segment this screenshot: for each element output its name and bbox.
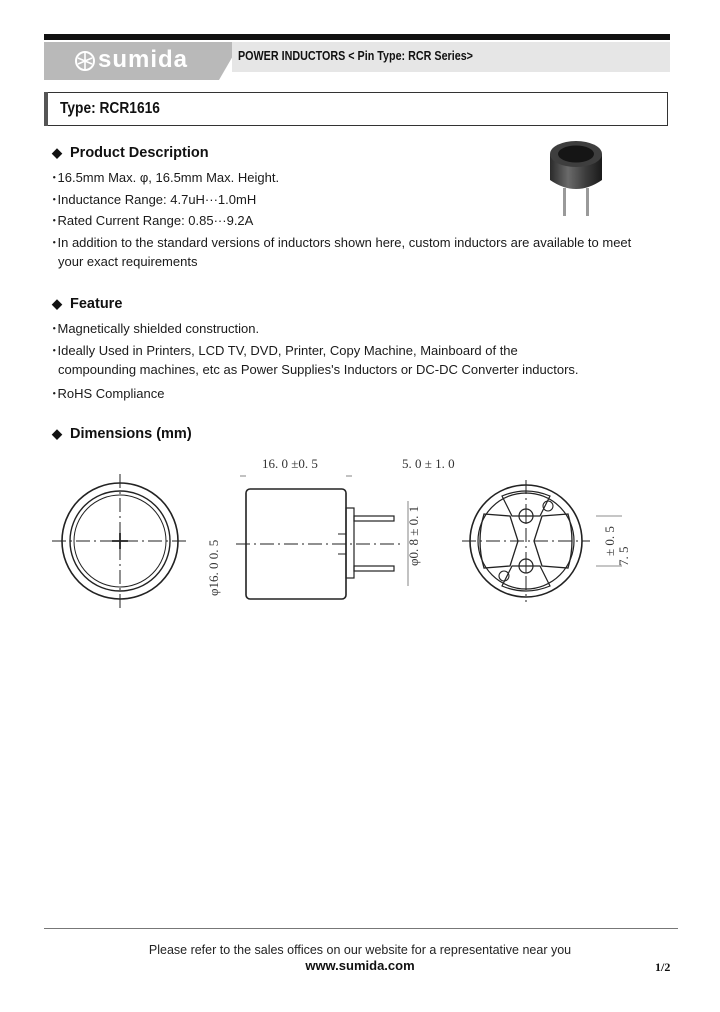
feature-line: ･Magnetically shielded construction. [51, 321, 260, 336]
page-number: 1/2 [655, 960, 671, 974]
description-line: ･Inductance Range: 4.7uH···1.0mH [51, 192, 257, 207]
description-line: ･Rated Current Range: 0.85···9.2A [51, 213, 254, 228]
dimension-pin-diameter-label: φ0. 8 ± 0. 1 [406, 505, 421, 566]
inductor-photo [546, 136, 616, 220]
description-line: your exact requirements [58, 254, 198, 269]
footer-rule [44, 928, 678, 929]
feature-heading [52, 296, 122, 312]
dimension-diameter-label: φ16. 0 0. 5 [206, 539, 221, 596]
sumida-logo-icon [74, 50, 96, 72]
dimension-width-label: 16. 0 ±0. 5 [262, 456, 318, 471]
dimensions-heading [52, 426, 192, 442]
dimension-pin-pitch-value-label: 7. 5 [616, 546, 631, 566]
feature-line: ･Ideally Used in Printers, LCD TV, DVD, Printer, Copy Machine, Mainboard of the [51, 343, 518, 358]
brand-logo-text: sumida [98, 46, 189, 73]
feature-line: compounding machines, etc as Power Supplies's Inductors or DC-DC Converter inductors. [58, 362, 579, 377]
header-title: POWER INDUCTORS < Pin Type: RCR Series> [238, 49, 473, 63]
feature-heading-text: Feature [70, 296, 123, 312]
diamond-bullet-icon: ◆ [52, 296, 62, 311]
type-title: Type: RCR1616 [60, 100, 160, 117]
header-top-rule [44, 34, 670, 40]
product-description-heading [52, 145, 209, 161]
diamond-bullet-icon: ◆ [52, 145, 62, 160]
top-view-drawing [52, 474, 188, 608]
type-box-accent [44, 92, 48, 126]
side-view-drawing [236, 476, 408, 599]
bottom-view-drawing [462, 480, 622, 602]
diamond-bullet-icon: ◆ [52, 426, 62, 441]
product-description-heading-text: Product Description [70, 145, 209, 161]
dimensions-heading-text: Dimensions (mm) [70, 426, 192, 442]
dimension-drawing [40, 446, 680, 616]
dimension-pin-pitch-tolerance-label: ± 0. 5 [602, 526, 617, 556]
description-line: ･16.5mm Max. φ, 16.5mm Max. Height. [51, 170, 280, 185]
dimension-pin-length-label: 5. 0 ± 1. 0 [402, 456, 455, 471]
footer-website-link[interactable]: www.sumida.com [305, 958, 415, 973]
description-line: ･In addition to the standard versions of inductors shown here, custom inductors are available to meet [51, 235, 632, 250]
footer-note: Please refer to the sales offices on our website for a representative near you [148, 943, 572, 957]
feature-line: ･RoHS Compliance [51, 386, 165, 401]
